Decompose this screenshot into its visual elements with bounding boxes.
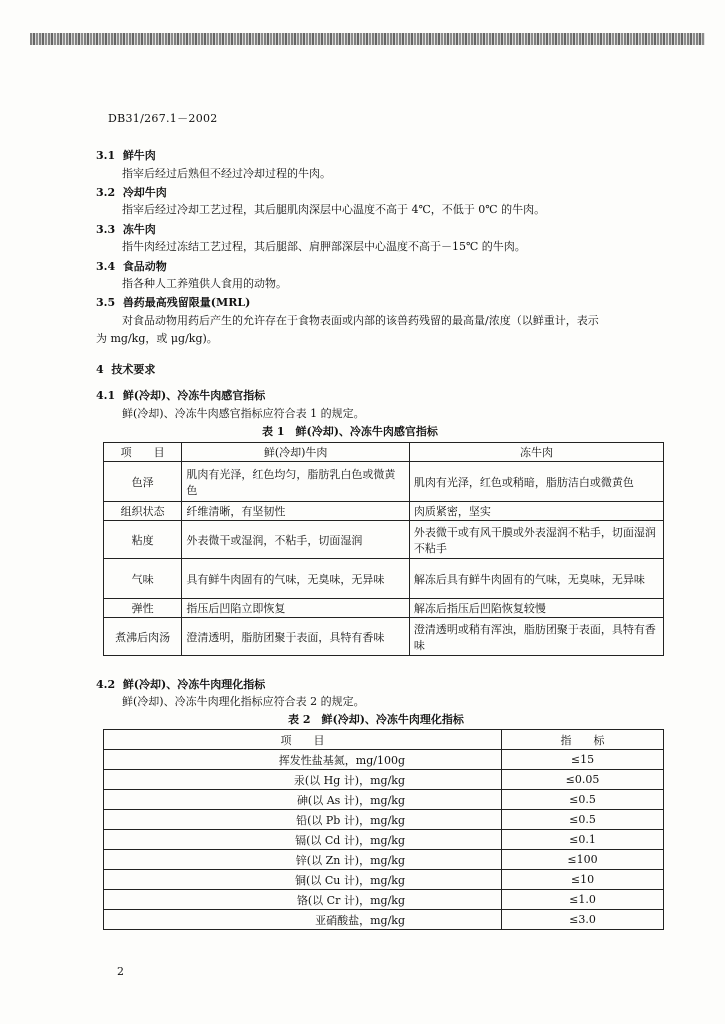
table-row: [104, 870, 664, 890]
section-4-2-heading: [96, 676, 265, 692]
scan-artifact-bar: [30, 33, 705, 45]
table-row: [104, 521, 664, 559]
page-number: 2: [117, 965, 124, 978]
table-cell-value: ≤1.0: [502, 890, 664, 910]
table-cell-item: 气味: [104, 559, 182, 599]
section-number: 3.1: [96, 149, 116, 162]
section-4-1-body: 鲜(冷却)、冷冻牛肉感官指标应符合表 1 的规定。: [122, 407, 365, 420]
section-4-heading: [96, 361, 155, 377]
section-title: 冻牛肉: [122, 223, 156, 236]
section-title: 鲜(冷却)、冷冻牛肉理化指标: [122, 678, 266, 691]
section-title: 兽药最高残留限量(MRL): [122, 296, 251, 309]
table-cell-value: ≤3.0: [502, 910, 664, 930]
table-row: [104, 462, 664, 502]
table-cell-value: ≤100: [502, 850, 664, 870]
section-3-2-body: 指宰后经过冷却工艺过程，其后腿肌肉深层中心温度不高于 4℃，不低于 0℃ 的牛肉。: [122, 203, 546, 216]
physicochemical-indicators-table: [103, 729, 664, 930]
section-number: 4: [96, 363, 104, 376]
table-cell-item: 镉(以 Cd 计)，mg/kg: [104, 830, 502, 850]
table-header-cell: 冻牛肉: [409, 443, 663, 462]
table-cell-value: ≤0.1: [502, 830, 664, 850]
table-row: [104, 559, 664, 599]
section-3-1-body: 指宰后经过后熟但不经过冷却过程的牛肉。: [122, 167, 331, 180]
table-cell-item: 砷(以 As 计)，mg/kg: [104, 790, 502, 810]
table-row: [104, 618, 664, 656]
table-header-cell: 指 标: [502, 730, 664, 750]
table-cell-item: 锌(以 Zn 计)，mg/kg: [104, 850, 502, 870]
section-3-4-heading: [96, 258, 167, 274]
table-cell-fresh: 纤维清晰，有坚韧性: [182, 502, 410, 521]
section-3-5-body-line1: 对食品动物用药后产生的允许存在于食物表面或内部的该兽药残留的最高量/浓度（以鲜重计，表示: [122, 314, 599, 327]
table-cell-value: ≤10: [502, 870, 664, 890]
table-cell-item: 亚硝酸盐，mg/kg: [104, 910, 502, 930]
table-cell-frozen: 澄清透明或稍有浑浊，脂肪团聚于表面，具特有香味: [409, 618, 663, 656]
table-cell-value: ≤0.05: [502, 770, 664, 790]
section-number: 4.1: [96, 389, 116, 402]
table-cell-fresh: 肌肉有光泽，红色均匀，脂肪乳白色或微黄色: [182, 462, 410, 502]
section-title: 鲜(冷却)、冷冻牛肉感官指标: [122, 389, 266, 402]
sensory-indicators-table: [103, 442, 664, 656]
section-title: 鲜牛肉: [122, 149, 156, 162]
table-cell-item: 铜(以 Cu 计)，mg/kg: [104, 870, 502, 890]
table-row: [104, 502, 664, 521]
section-number: 3.4: [96, 260, 116, 273]
table-cell-value: ≤0.5: [502, 790, 664, 810]
section-title: 冷却牛肉: [122, 186, 167, 199]
table-header-row: [104, 443, 664, 462]
table-cell-frozen: 肉质紧密，坚实: [409, 502, 663, 521]
section-3-3-body: 指牛肉经过冻结工艺过程，其后腿部、肩胛部深层中心温度不高于－15℃ 的牛肉。: [122, 240, 526, 253]
document-number: DB31/267.1－2002: [108, 112, 218, 125]
table-header-row: [104, 730, 664, 750]
table-cell-frozen: 解冻后指压后凹陷恢复较慢: [409, 599, 663, 618]
section-title: 食品动物: [122, 260, 167, 273]
table-cell-value: ≤15: [502, 750, 664, 770]
table-cell-fresh: 指压后凹陷立即恢复: [182, 599, 410, 618]
table-cell-fresh: 外表微干或湿润，不粘手，切面湿润: [182, 521, 410, 559]
table-cell-value: ≤0.5: [502, 810, 664, 830]
section-number: 3.3: [96, 223, 116, 236]
table-cell-fresh: 具有鲜牛肉固有的气味，无臭味，无异味: [182, 559, 410, 599]
section-3-1-heading: [96, 147, 156, 163]
section-number: 4.2: [96, 678, 116, 691]
table-row: [104, 910, 664, 930]
table-header-cell: 鲜(冷却)牛肉: [182, 443, 410, 462]
section-3-2-heading: [96, 184, 167, 200]
section-number: 3.2: [96, 186, 116, 199]
table-cell-fresh: 澄清透明，脂肪团聚于表面，具特有香味: [182, 618, 410, 656]
section-4-2-body: 鲜(冷却)、冷冻牛肉理化指标应符合表 2 的规定。: [122, 695, 365, 708]
table-row: [104, 750, 664, 770]
section-3-4-body: 指各种人工养殖供人食用的动物。: [122, 277, 287, 290]
table-row: [104, 810, 664, 830]
table-cell-item: 弹性: [104, 599, 182, 618]
section-4-1-heading: [96, 387, 265, 403]
section-number: 3.5: [96, 296, 116, 309]
table-cell-item: 组织状态: [104, 502, 182, 521]
table-2-caption: 表 2 鲜(冷却)、冷冻牛肉理化指标: [288, 713, 464, 726]
table-cell-item: 粘度: [104, 521, 182, 559]
table-row: [104, 850, 664, 870]
table-cell-frozen: 外表微干或有风干膜或外表湿润不粘手，切面湿润不粘手: [409, 521, 663, 559]
table-cell-item: 汞(以 Hg 计)，mg/kg: [104, 770, 502, 790]
table-row: [104, 599, 664, 618]
table-row: [104, 770, 664, 790]
table-cell-item: 色泽: [104, 462, 182, 502]
section-3-5-heading: [96, 294, 250, 310]
table-cell-item: 煮沸后肉汤: [104, 618, 182, 656]
table-row: [104, 830, 664, 850]
table-cell-item: 铬(以 Cr 计)，mg/kg: [104, 890, 502, 910]
table-cell-frozen: 解冻后具有鲜牛肉固有的气味，无臭味，无异味: [409, 559, 663, 599]
section-title: 技术要求: [111, 363, 156, 376]
table-header-cell: 项 目: [104, 730, 502, 750]
table-cell-item: 挥发性盐基氮，mg/100g: [104, 750, 502, 770]
table-row: [104, 790, 664, 810]
table-cell-frozen: 肌肉有光泽，红色或稍暗，脂肪洁白或微黄色: [409, 462, 663, 502]
table-cell-item: 铅(以 Pb 计)，mg/kg: [104, 810, 502, 830]
table-1-caption: 表 1 鲜(冷却)、冷冻牛肉感官指标: [262, 425, 438, 438]
table-row: [104, 890, 664, 910]
table-header-cell: 项 目: [104, 443, 182, 462]
section-3-5-body-line2: 为 mg/kg，或 μg/kg)。: [96, 332, 218, 345]
section-3-3-heading: [96, 221, 156, 237]
